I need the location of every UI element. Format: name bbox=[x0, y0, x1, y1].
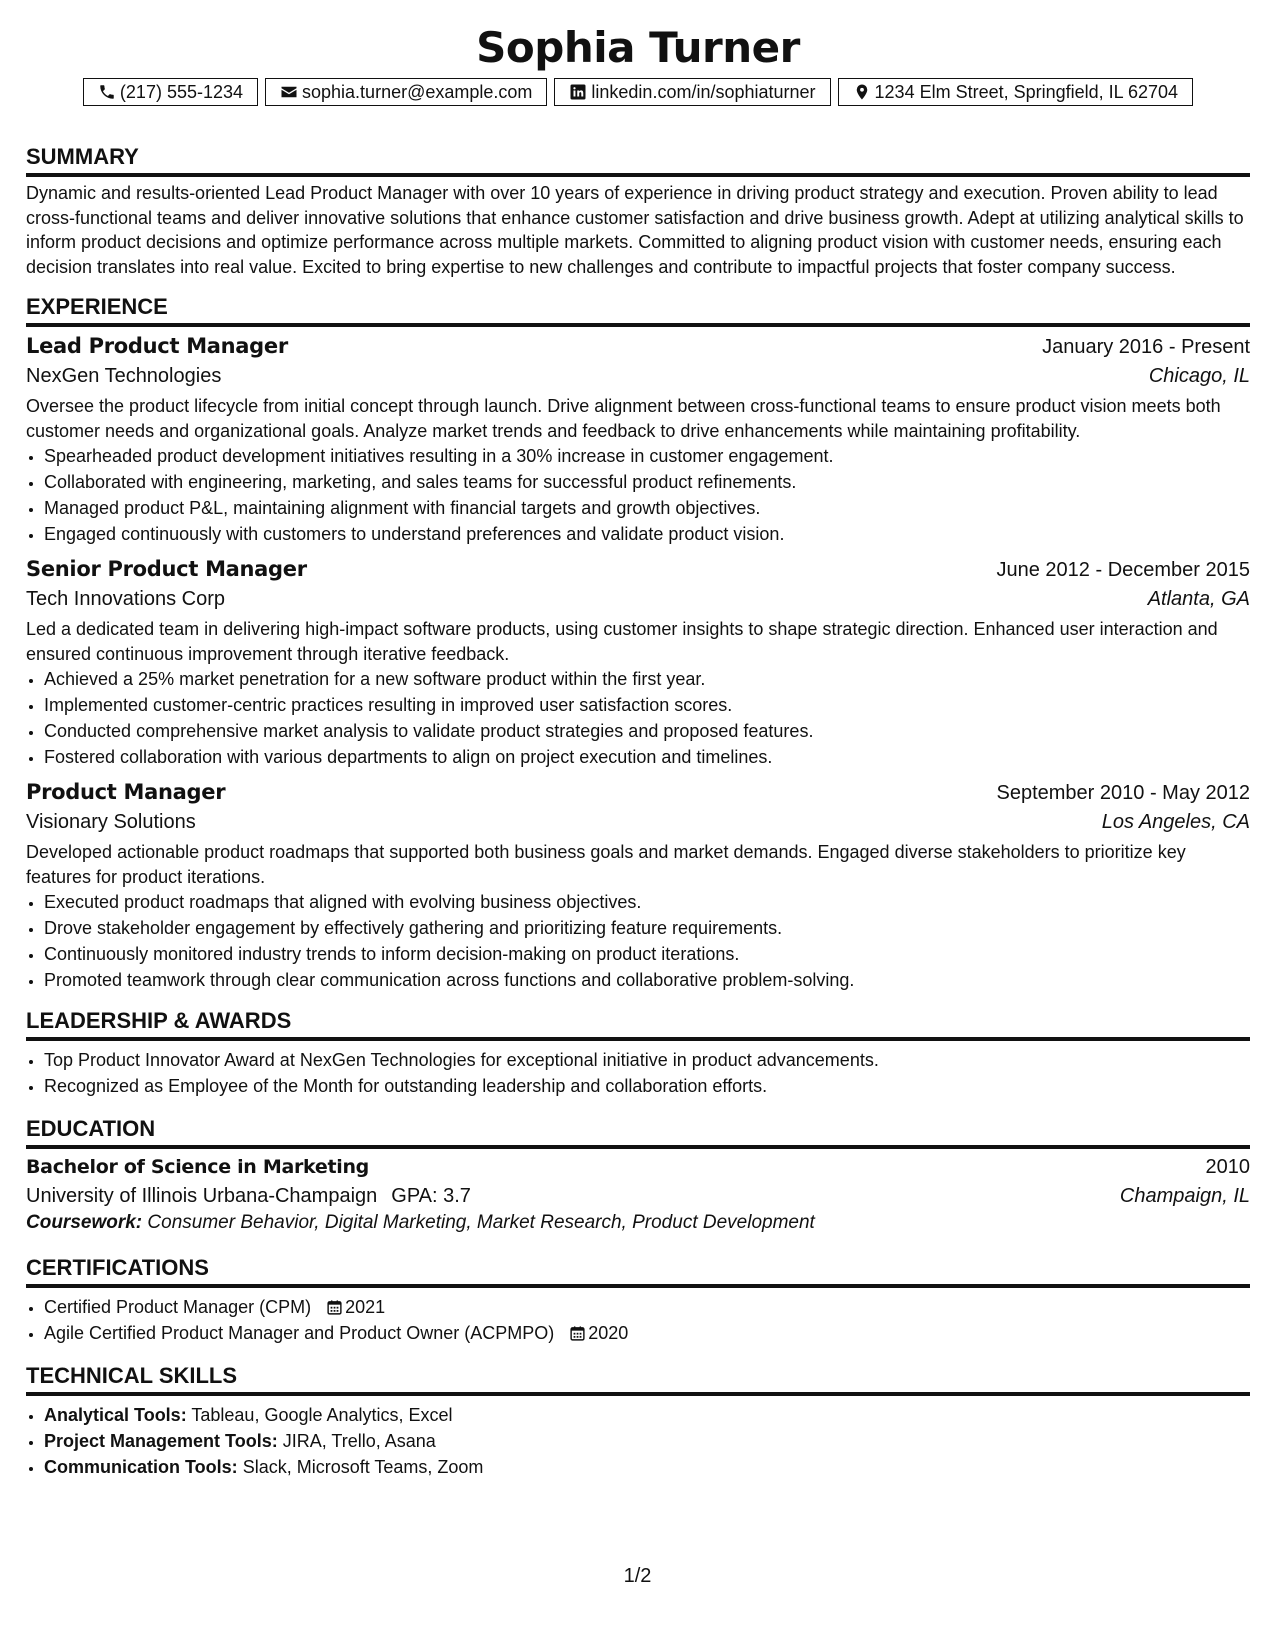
skill-value: JIRA, Trello, Asana bbox=[282, 1431, 436, 1451]
cert-year: 2021 bbox=[345, 1297, 386, 1317]
skill-label: Communication Tools: bbox=[44, 1457, 238, 1477]
skill-label: Project Management Tools: bbox=[44, 1431, 278, 1451]
list-item bbox=[44, 1402, 1250, 1428]
list-item: • Implemented customer-centric practices resulting in improved user satisfaction scores. bbox=[44, 692, 1250, 718]
calendar-icon bbox=[326, 1299, 343, 1316]
section-heading: EXPERIENCE bbox=[26, 293, 1250, 327]
list-item: • Conducted comprehensive market analysis to validate product strategies and proposed features. bbox=[44, 718, 1250, 744]
page-number: 1/2 bbox=[623, 1565, 652, 1587]
skills-section bbox=[26, 1362, 1250, 1480]
company-name: NexGen Technologies bbox=[26, 365, 222, 387]
job-bullets bbox=[26, 443, 1250, 547]
coursework-line bbox=[26, 1212, 1250, 1234]
cert-name: Certified Product Manager (CPM) bbox=[44, 1297, 312, 1317]
list-item: • Spearheaded product development initiatives resulting in a 30% increase in customer engagement. bbox=[44, 443, 1250, 469]
job-title: Lead Product Manager bbox=[26, 334, 288, 358]
school-name: University of Illinois Urbana-Champaign bbox=[26, 1185, 378, 1207]
job-title: Product Manager bbox=[26, 780, 226, 804]
section-heading: CERTIFICATIONS bbox=[26, 1254, 1250, 1288]
graduation-year: 2010 bbox=[1205, 1156, 1250, 1178]
skill-value: Tableau, Google Analytics, Excel bbox=[191, 1405, 453, 1425]
section-heading: LEADERSHIP & AWARDS bbox=[26, 1007, 1250, 1041]
awards-section bbox=[26, 1007, 1250, 1099]
list-item bbox=[44, 1428, 1250, 1454]
list-item: • Collaborated with engineering, marketing, and sales teams for successful product refinements. bbox=[44, 469, 1250, 495]
job-dates: September 2010 - May 2012 bbox=[996, 782, 1250, 804]
map-pin-icon bbox=[853, 83, 871, 101]
phone-contact[interactable] bbox=[83, 78, 258, 106]
cert-year: 2020 bbox=[588, 1323, 629, 1343]
linkedin-contact[interactable] bbox=[554, 78, 830, 106]
list-item: • Executed product roadmaps that aligned with evolving business objectives. bbox=[44, 889, 1250, 915]
job-entry bbox=[26, 334, 1250, 547]
job-location: Chicago, IL bbox=[1148, 365, 1250, 387]
list-item: • Fostered collaboration with various departments to align on project execution and timelines. bbox=[44, 744, 1250, 770]
job-title: Senior Product Manager bbox=[26, 557, 307, 581]
skill-label: Analytical Tools: bbox=[44, 1405, 187, 1425]
list-item bbox=[44, 1454, 1250, 1480]
linkedin-text: linkedin.com/in/sophiaturner bbox=[591, 81, 816, 102]
job-entry bbox=[26, 780, 1250, 993]
job-dates: June 2012 - December 2015 bbox=[996, 559, 1250, 581]
list-item: • Managed product P&L, maintaining alignment with financial targets and growth objectives. bbox=[44, 495, 1250, 521]
section-heading: SUMMARY bbox=[26, 143, 1250, 177]
calendar-icon bbox=[569, 1325, 586, 1342]
degree-title: Bachelor of Science in Marketing bbox=[26, 1156, 369, 1178]
job-bullets bbox=[26, 889, 1250, 993]
certifications-list bbox=[26, 1294, 1250, 1346]
summary-section bbox=[26, 143, 1250, 279]
address-contact bbox=[838, 78, 1194, 106]
contact-bar bbox=[26, 78, 1250, 106]
skill-value: Slack, Microsoft Teams, Zoom bbox=[242, 1457, 484, 1477]
list-item: • Top Product Innovator Award at NexGen Technologies for exceptional initiative in product advancements. bbox=[44, 1047, 1250, 1073]
job-description: Led a dedicated team in delivering high-impact software products, using customer insights to shape strategic direction. Enhanced user interaction and ensured continuous improvement through iterative feedback. bbox=[26, 619, 1218, 664]
cert-name: Agile Certified Product Manager and Product Owner (ACPMPO) bbox=[44, 1323, 555, 1343]
job-description: Oversee the product lifecycle from initial concept through launch. Drive alignment between cross-functional teams to ensure product vision meets both customer needs and organizational goals. Analyze market trends and feedback to drive enhancements while maintaining profitability. bbox=[26, 396, 1221, 441]
address-text: 1234 Elm Street, Springfield, IL 62704 bbox=[874, 81, 1179, 102]
list-item bbox=[44, 1294, 1250, 1320]
education-section bbox=[26, 1115, 1250, 1234]
email-contact[interactable] bbox=[265, 78, 547, 106]
phone-text: (217) 555-1234 bbox=[119, 81, 244, 102]
list-item: • Promoted teamwork through clear communication across functions and collaborative problem-solving. bbox=[44, 967, 1250, 993]
coursework-label: Coursework: bbox=[26, 1212, 143, 1233]
phone-icon bbox=[98, 83, 116, 101]
certifications-section bbox=[26, 1254, 1250, 1346]
job-dates: January 2016 - Present bbox=[1042, 336, 1250, 358]
list-item: • Engaged continuously with customers to understand preferences and validate product vision. bbox=[44, 521, 1250, 547]
candidate-name: Sophia Turner bbox=[476, 23, 800, 72]
resume-page bbox=[26, 0, 1250, 1480]
job-entry bbox=[26, 557, 1250, 770]
coursework-list: Consumer Behavior, Digital Marketing, Market Research, Product Development bbox=[147, 1212, 815, 1233]
summary-text: Dynamic and results-oriented Lead Product Manager with over 10 years of experience in driving product strategy and execution. Proven ability to lead cross-functional teams and deliver innovative solutions that enhance customer satisfaction and drive business growth. Adept at utilizing analytical skills to inform product decisions and optimize performance across multiple markets. Committed to aligning product vision with customer needs, ensuring each decision translates into real value. Excited to bring expertise to new challenges and contribute to impactful projects that foster company success. bbox=[26, 183, 1244, 277]
job-description: Developed actionable product roadmaps that supported both business goals and market demands. Engaged diverse stakeholders to prioritize key features for product iterations. bbox=[26, 842, 1186, 887]
awards-list bbox=[26, 1047, 1250, 1099]
list-item bbox=[44, 1320, 1250, 1346]
school-location: Champaign, IL bbox=[1119, 1185, 1250, 1207]
gpa: GPA: 3.7 bbox=[391, 1185, 471, 1207]
company-name: Tech Innovations Corp bbox=[26, 588, 226, 610]
company-name: Visionary Solutions bbox=[26, 811, 196, 833]
job-location: Los Angeles, CA bbox=[1101, 811, 1250, 833]
experience-section bbox=[26, 293, 1250, 993]
section-heading: TECHNICAL SKILLS bbox=[26, 1362, 1250, 1396]
job-location: Atlanta, GA bbox=[1147, 588, 1250, 610]
section-heading: EDUCATION bbox=[26, 1115, 1250, 1149]
job-bullets bbox=[26, 666, 1250, 770]
list-item: • Achieved a 25% market penetration for a new software product within the first year. bbox=[44, 666, 1250, 692]
list-item: • Continuously monitored industry trends to inform decision-making on product iterations. bbox=[44, 941, 1250, 967]
list-item: • Drove stakeholder engagement by effectively gathering and prioritizing feature requirements. bbox=[44, 915, 1250, 941]
linkedin-icon bbox=[569, 83, 587, 101]
skills-list bbox=[26, 1402, 1250, 1480]
list-item: • Recognized as Employee of the Month for outstanding leadership and collaboration efforts. bbox=[44, 1073, 1250, 1099]
email-text: sophia.turner@example.com bbox=[302, 81, 533, 102]
envelope-icon bbox=[280, 83, 298, 101]
